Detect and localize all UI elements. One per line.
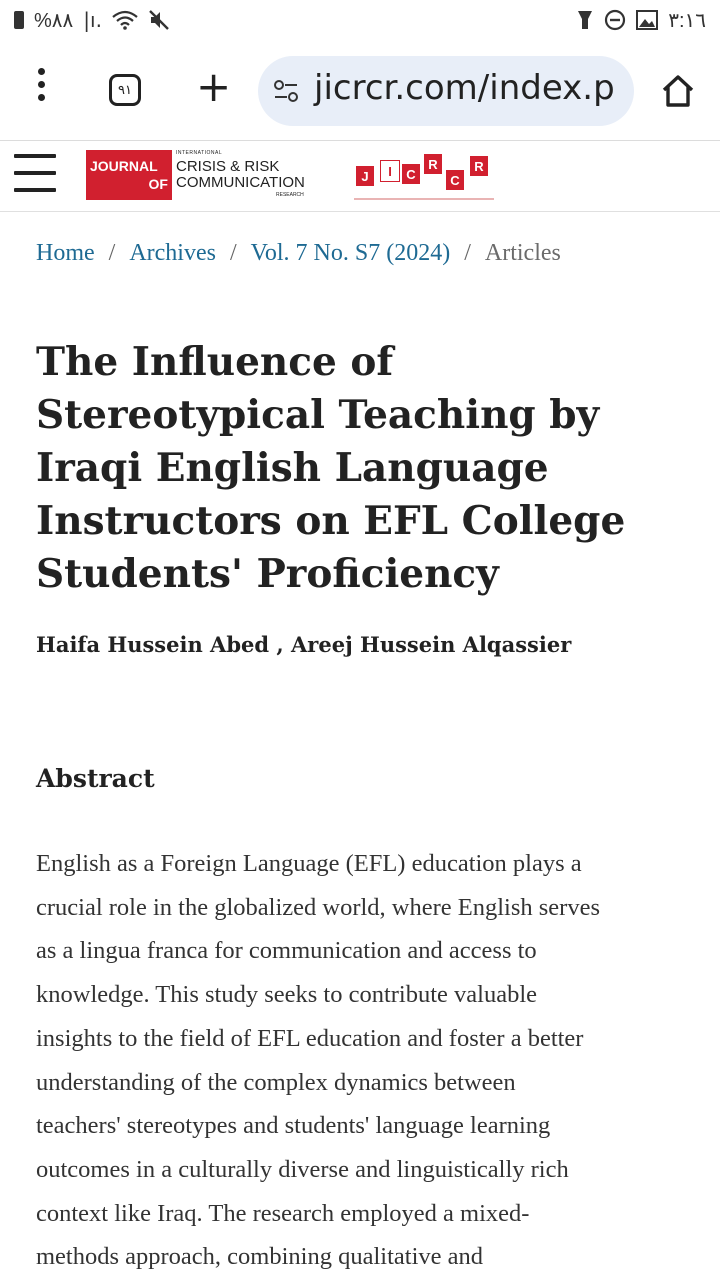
status-bar xyxy=(0,0,720,40)
status-right xyxy=(576,8,706,33)
abstract-line: English as a Foreign Language (EFL) education plays a xyxy=(36,850,582,877)
image-icon xyxy=(636,10,658,30)
breadcrumb-current: Articles xyxy=(484,240,561,266)
battery-level: %٨٨ xyxy=(34,9,74,32)
clock: ٣:١٦ xyxy=(668,9,706,32)
hamburger-menu-icon[interactable] xyxy=(14,154,56,194)
abstract-line: knowledge. This study seeks to contribute valuable xyxy=(36,981,538,1009)
jicrcr-logo[interactable]: J I C R C R xyxy=(354,152,494,200)
breadcrumb-separator: / xyxy=(108,240,116,266)
toolbar-divider xyxy=(0,140,720,141)
breadcrumb xyxy=(36,240,561,267)
status-left xyxy=(14,8,170,33)
breadcrumb-issue[interactable]: Vol. 7 No. S7 (2024) xyxy=(250,240,451,266)
signal-icon: |ı. xyxy=(83,8,102,32)
home-icon[interactable] xyxy=(660,74,696,108)
site-settings-icon[interactable] xyxy=(274,78,298,104)
abstract-line: understanding of the complex dynamics between xyxy=(36,1068,516,1096)
abstract-line: teachers' stereotypes and students' language learning xyxy=(36,1112,551,1140)
breadcrumb-separator: / xyxy=(229,240,237,266)
abstract-heading: Abstract xyxy=(36,764,155,793)
abstract-line: insights to the field of EFL education and foster a better xyxy=(36,1024,584,1052)
breadcrumb-separator: / xyxy=(464,240,471,266)
wifi-icon xyxy=(112,10,138,30)
breadcrumb-archives[interactable]: Archives xyxy=(129,240,216,266)
logo-red-block: JOURNAL OF xyxy=(86,150,172,200)
breadcrumb-home[interactable]: Home xyxy=(36,240,95,266)
abstract-line: as a lingua franca for communication and access to xyxy=(36,937,537,965)
battery-icon xyxy=(14,11,24,29)
article-authors: Haifa Hussein Abed , Areej Hussein Alqassier xyxy=(36,632,572,657)
tab-switcher-button[interactable]: ٩١ xyxy=(109,74,141,106)
abstract-line: context like Iraq. The research employed a mixed- xyxy=(36,1199,530,1227)
header-divider xyxy=(0,211,720,212)
address-bar[interactable] xyxy=(258,56,634,126)
abstract-text xyxy=(36,842,691,1279)
abstract-line: methods approach, combining qualitative and xyxy=(36,1243,484,1271)
flashlight-icon xyxy=(576,9,594,31)
do-not-disturb-icon xyxy=(604,9,626,31)
abstract-line: crucial role in the globalized world, where English serves xyxy=(36,893,600,921)
browser-toolbar xyxy=(0,52,720,130)
journal-logo[interactable]: JOURNAL OF INTERNATIONAL CRISIS & RISK COMMUNICATION RESEARCH xyxy=(86,150,314,200)
article-title: The Influence of Stereotypical Teaching by Iraqi English Language Instructors on EFL College Students' Proficiency xyxy=(36,339,626,597)
new-tab-button[interactable]: + xyxy=(196,62,232,111)
mute-icon xyxy=(148,9,170,31)
abstract-line: outcomes in a culturally diverse and linguistically rich xyxy=(36,1155,569,1183)
url-text[interactable]: jicrcr.com/index.p xyxy=(314,68,615,108)
more-options-icon[interactable] xyxy=(34,68,48,108)
